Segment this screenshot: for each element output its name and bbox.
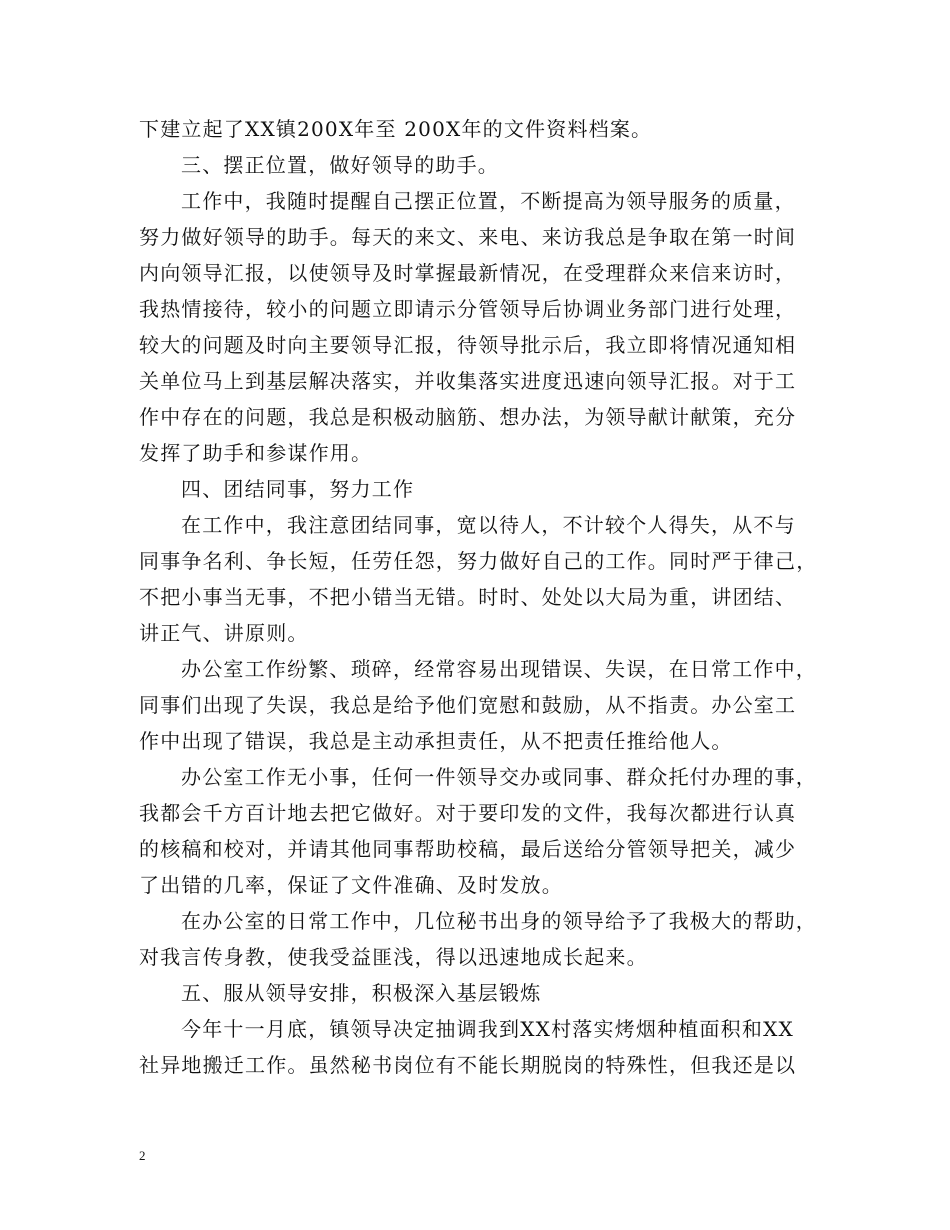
text-line: 今年十一月底，镇领导决定抽调我到XX村落实烤烟种植面积和XX — [181, 1017, 794, 1041]
section-heading: 四、团结同事，努力工作 — [181, 477, 415, 501]
text-line: 在办公室的日常工作中，几位秘书出身的领导给予了我极大的帮助， — [181, 909, 817, 933]
section-heading: 五、服从领导安排，积极深入基层锻炼 — [181, 981, 542, 1005]
text-line: 内向领导汇报，以使领导及时掌握最新情况，在受理群众来信来访时， — [139, 261, 797, 285]
text-line: 较大的问题及时向主要领导汇报，待领导批示后，我立即将情况通知相 — [139, 333, 797, 357]
text-line: 关单位马上到基层解决落实，并收集落实进度迅速向领导汇报。对于工 — [139, 369, 797, 393]
text-line: 努力做好领导的助手。每天的来文、来电、来访我总是争取在第一时间 — [139, 225, 797, 249]
text-line: 办公室工作无小事，任何一件领导交办或同事、群众托付办理的事， — [181, 765, 817, 789]
text-line: 了出错的几率，保证了文件准确、及时发放。 — [139, 873, 563, 897]
text-line: 同事争名利、争长短，任劳任怨，努力做好自己的工作。同时严于律己， — [139, 549, 818, 573]
text-line: 工作中，我随时提醒自己摆正位置，不断提高为领导服务的质量， — [181, 189, 796, 213]
text-line: 讲正气、讲原则。 — [139, 621, 309, 645]
text-line: 作中出现了错误，我总是主动承担责任，从不把责任推给他人。 — [139, 729, 733, 753]
text-line: 的核稿和校对，并请其他同事帮助校稿，最后送给分管领导把关，减少 — [139, 837, 797, 861]
text-line: 对我言传身教，使我受益匪浅，得以迅速地成长起来。 — [139, 945, 648, 969]
text-line: 我热情接待，较小的问题立即请示分管领导后协调业务部门进行处理， — [139, 297, 797, 321]
text-line: 同事们出现了失误，我总是给予他们宽慰和鼓励，从不指责。办公室工 — [139, 693, 797, 717]
text-line: 办公室工作纷繁、琐碎，经常容易出现错误、失误，在日常工作中， — [181, 657, 817, 681]
text-line: 下建立起了XX镇200X年至 200X年的文件资料档案。 — [139, 117, 653, 141]
text-line: 在工作中，我注意团结同事，宽以待人，不计较个人得失，从不与 — [181, 513, 796, 537]
section-heading: 三、摆正位置，做好领导的助手。 — [181, 153, 499, 177]
text-line: 发挥了助手和参谋作用。 — [139, 441, 373, 465]
text-line: 作中存在的问题，我总是积极动脑筋、想办法，为领导献计献策，充分 — [139, 405, 797, 429]
text-line: 不把小事当无事，不把小错当无错。时时、处处以大局为重，讲团结、 — [139, 585, 797, 609]
text-line: 社异地搬迁工作。虽然秘书岗位有不能长期脱岗的特殊性，但我还是以 — [139, 1053, 797, 1077]
text-line: 我都会千方百计地去把它做好。对于要印发的文件，我每次都进行认真 — [139, 801, 797, 825]
page-number: 2 — [139, 1148, 146, 1163]
